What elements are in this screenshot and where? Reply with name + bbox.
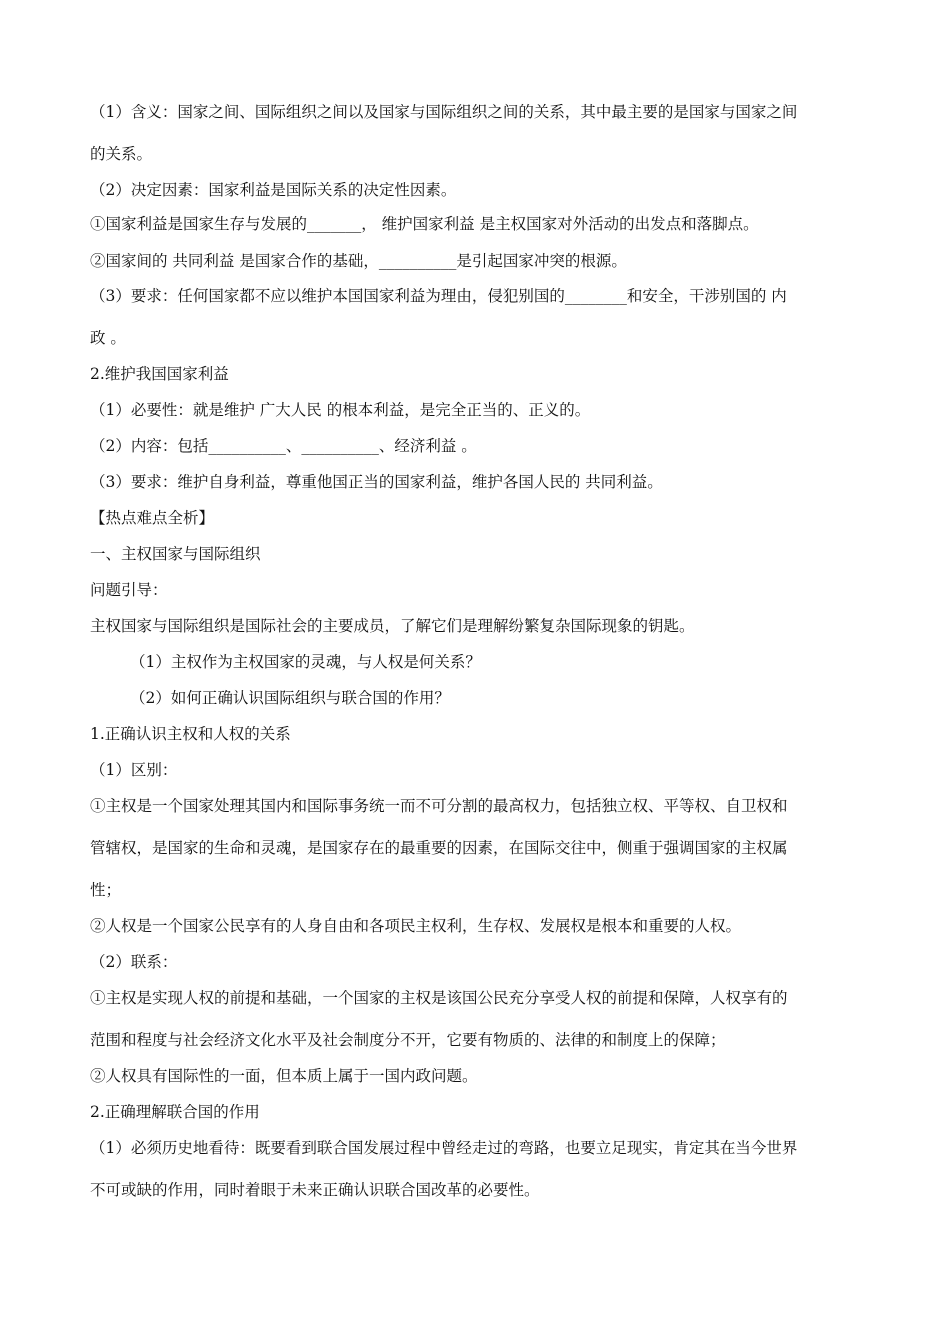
text-line: ①国家利益是国家生存与发展的_______， 维护国家利益 是主权国家对外活动的出发点和落脚点。	[90, 215, 759, 233]
text-line: （3）要求：任何国家都不应以维护本国国家利益为理由，侵犯别国的________和安全，干涉别国的 内	[90, 287, 787, 305]
question-item: （2）如何正确认识国际组织与联合国的作用？	[130, 689, 450, 707]
text-line: 管辖权，是国家的生命和灵魂，是国家存在的最重要的因素，在国际交往中，侧重于强调国家的主权属	[90, 839, 788, 857]
text-line: 的关系。	[90, 145, 153, 163]
section-heading: 2.维护我国国家利益	[90, 365, 229, 383]
text-line: 范围和程度与社会经济文化水平及社会制度分不开，它要有物质的、法律的和制度上的保障；	[90, 1031, 726, 1049]
text-line: ②人权具有国际性的一面，但本质上属于一国内政问题。	[90, 1067, 478, 1085]
text-line: ②人权是一个国家公民享有的人身自由和各项民主权利，生存权、发展权是根本和重要的人权。	[90, 917, 742, 935]
section-heading: 1.正确认识主权和人权的关系	[90, 725, 291, 743]
text-line: 问题引导：	[90, 581, 168, 599]
question-item: （1）主权作为主权国家的灵魂，与人权是何关系？	[130, 653, 481, 671]
text-line: 不可或缺的作用，同时着眼于未来正确认识联合国改革的必要性。	[90, 1181, 540, 1199]
text-line: （3）要求：维护自身利益，尊重他国正当的国家利益，维护各国人民的 共同利益。	[90, 473, 663, 491]
section-heading: 2.正确理解联合国的作用	[90, 1103, 260, 1121]
text-line: （1）必须历史地看待：既要看到联合国发展过程中曾经走过的弯路，也要立足现实，肯定其在当今世界	[90, 1139, 798, 1157]
text-line: ①主权是一个国家处理其国内和国际事务统一而不可分割的最高权力，包括独立权、平等权、自卫权和	[90, 797, 788, 815]
section-heading: 一、主权国家与国际组织	[90, 545, 261, 563]
text-line: ②国家间的 共同利益 是国家合作的基础，__________是引起国家冲突的根源。	[90, 252, 627, 270]
text-line: 性；	[90, 881, 122, 899]
text-line: （2）内容：包括__________、__________、经济利益 。	[90, 437, 477, 455]
text-line: （1）含义：国家之间、国际组织之间以及国家与国际组织之间的关系，其中最主要的是国家与国家之间	[90, 103, 798, 121]
text-line: 政 。	[90, 329, 126, 347]
text-line: （2）决定因素：国家利益是国际关系的决定性因素。	[90, 181, 457, 199]
text-line: ①主权是实现人权的前提和基础，一个国家的主权是该国公民充分享受人权的前提和保障，人权享有的	[90, 989, 788, 1007]
text-line: （2）联系：	[90, 953, 178, 971]
section-heading: 【热点难点全析】	[90, 509, 215, 527]
text-line: （1）区别：	[90, 761, 178, 779]
text-line: （1）必要性：就是维护 广大人民 的根本利益，是完全正当的、正义的。	[90, 401, 591, 419]
text-line: 主权国家与国际组织是国际社会的主要成员，了解它们是理解纷繁复杂国际现象的钥匙。	[90, 617, 695, 635]
